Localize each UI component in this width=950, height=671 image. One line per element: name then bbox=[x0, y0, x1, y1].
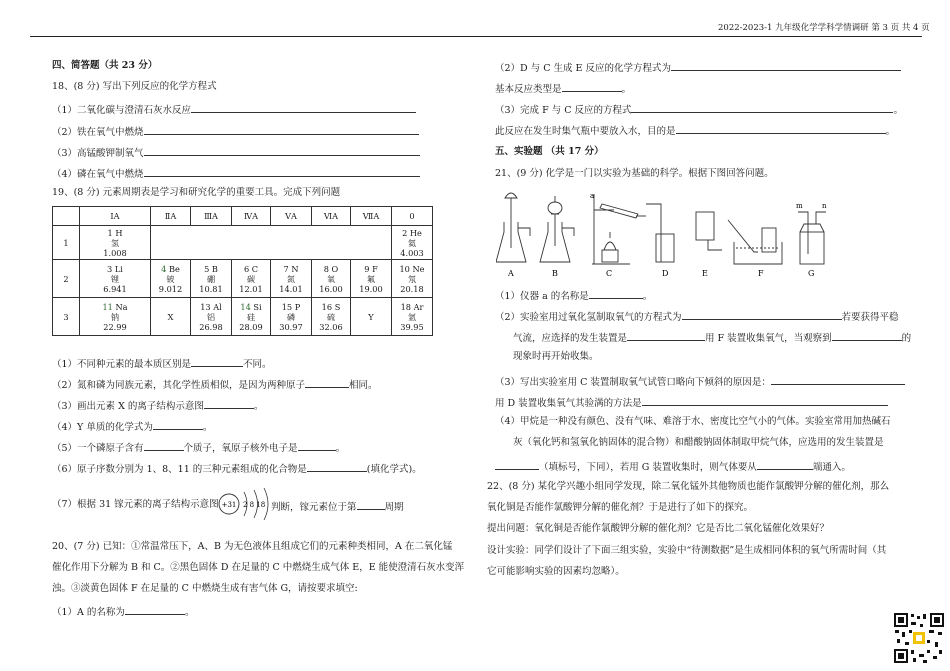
period-label: 1 bbox=[53, 226, 80, 260]
q22-line-5: 它可能影响实验的因素均忽略）。 bbox=[487, 566, 625, 577]
q21-item-3: （3）写出实验室用 C 装置制取氧气试管口略向下倾斜的原因是： bbox=[495, 374, 905, 389]
group-header: ⅥA bbox=[312, 207, 351, 226]
q21-item-1: （1）仪器 a 的名称是 。 bbox=[495, 288, 652, 303]
q20-item-2: （2）D 与 C 生成 E 反应的化学方程式为 bbox=[495, 60, 901, 75]
group-header: 0 bbox=[392, 207, 433, 226]
q19-title: 19、(8 分) 元素周期表是学习和研究化学的重要工具。完成下列问题 bbox=[52, 187, 341, 198]
q20-item-1: （1）A 的名称为 。 bbox=[52, 604, 194, 619]
q19-item-7a: （7）根据 31 镓元素的离子结构示意图 bbox=[52, 499, 219, 510]
port-n-label: n bbox=[822, 202, 827, 210]
q20-item-3: （3）完成 F 与 C 反应的方程式 。 bbox=[495, 102, 903, 117]
period-label: 2 bbox=[53, 260, 80, 298]
q21-item-4c: （填标号，下同），若用 G 装置收集时，则气体要从 端通入。 bbox=[495, 459, 851, 474]
q20-item-3-purpose: 此反应在发生时集气瓶中要放入水，目的是 。 bbox=[495, 123, 895, 138]
element-Na: 11 Na 钠 22.99 bbox=[80, 298, 151, 336]
answer-blank[interactable] bbox=[298, 440, 336, 451]
q22-line-2: 氧化铜是否能作氯酸钾分解的催化剂？于是进行了如下的探究。 bbox=[487, 502, 754, 513]
q20-line-2: 催化作用下分解为 B 和 C。②黑色固体 D 在足量的 C 中燃烧生成气体 E，E 能使澄清石灰水变浑 bbox=[52, 562, 465, 573]
q21-item-3-b: 用 D 装置收集氧气其验满的方法是 bbox=[495, 395, 888, 410]
element-H: 1 H 氢 1.008 bbox=[80, 226, 151, 260]
q19-item-3: （3）画出元素 X 的离子结构示意图 。 bbox=[52, 398, 263, 413]
header-rule bbox=[30, 36, 922, 37]
answer-blank[interactable] bbox=[757, 459, 813, 470]
q21-title: 21、(9 分) 化学是一门以实验为基础的科学。根据下图回答问题。 bbox=[495, 168, 774, 179]
answer-blank[interactable] bbox=[631, 102, 893, 113]
element-Si: 14 Si 硅 28.09 bbox=[232, 298, 271, 336]
answer-blank[interactable] bbox=[589, 288, 643, 299]
answer-blank[interactable] bbox=[204, 398, 254, 409]
element-Y: Y bbox=[351, 298, 392, 336]
answer-blank[interactable] bbox=[642, 395, 888, 406]
group-header: ⅢA bbox=[191, 207, 232, 226]
element-P: 15 P 磷 30.97 bbox=[271, 298, 312, 336]
q19-item-6: （6）原子序数分别为 1、8、11 的三种元素组成的化合物是 (填化学式)。 bbox=[52, 461, 422, 476]
q22-line-1: 22、(8 分) 某化学兴趣小组同学发现，除二氧化锰外其他物质也能作氯酸钾分解的催化剂，那么 bbox=[487, 481, 890, 492]
element-Al: 13 Al 铝 26.98 bbox=[191, 298, 232, 336]
q18-item-2: （2）铁在氧气中燃烧 bbox=[52, 124, 419, 139]
periodic-table bbox=[52, 206, 433, 336]
element-F: 9 F 氟 19.00 bbox=[351, 260, 392, 298]
q19-item-7b: 判断，镓元素位于第 周期 bbox=[271, 499, 404, 514]
q21-item-2: （2）实验室用过氧化氢制取氧气的方程式为 若要获得平稳 bbox=[495, 309, 899, 324]
q21-item-2-cont: 气流，应选择的发生装置是 用 F 装置收集氧气，当观察到 的 bbox=[513, 330, 911, 345]
q21-item-4b: 灰（氧化钙和氢氧化钠固体的混合物）和醋酸钠固体制取甲烷气体，应选用的发生装置是 bbox=[513, 437, 884, 448]
q18-title: 18、(8 分) 写出下列反应的化学方程式 bbox=[52, 81, 217, 92]
q19-item-2: （2）氮和磷为同族元素，其化学性质相似，是因为两种原子 相同。 bbox=[52, 377, 378, 392]
q21-item-2-end: 现象时再开始收集。 bbox=[513, 351, 599, 362]
apparatus-label-A: A bbox=[508, 269, 514, 278]
apparatus-label-D: D bbox=[662, 269, 669, 278]
answer-blank[interactable] bbox=[832, 330, 902, 341]
answer-blank[interactable] bbox=[562, 81, 622, 92]
apparatus-label-F: F bbox=[758, 269, 764, 278]
group-header: ⅣA bbox=[232, 207, 271, 226]
answer-blank[interactable] bbox=[144, 440, 184, 451]
answer-blank[interactable] bbox=[495, 459, 539, 470]
q18-item-3: （3）高锰酸钾制氧气 bbox=[52, 145, 420, 160]
apparatus-label-G: G bbox=[808, 269, 815, 278]
q19-item-5: （5）一个磷原子含有 个质子，氧原子核外电子是 。 bbox=[52, 440, 345, 455]
element-Li: 3 Li 锂 6.941 bbox=[80, 260, 151, 298]
element-O: 8 O 氧 16.00 bbox=[312, 260, 351, 298]
q22-line-3: 提出问题：氧化铜是否能作氯酸钾分解的催化剂？它是否比二氧化锰催化效果好？ bbox=[487, 523, 830, 534]
group-header: ⅡA bbox=[151, 207, 191, 226]
apparatus-label-B: B bbox=[552, 269, 558, 278]
q20-line-1: 20、(7 分) 已知：①常温常压下，A、B 为无色液体且组成它们的元素种类相同，A 在二氧化锰 bbox=[52, 541, 453, 552]
answer-blank[interactable] bbox=[771, 374, 905, 385]
group-header: ⅠA bbox=[80, 207, 151, 226]
group-header: ⅦA bbox=[351, 207, 392, 226]
corner-cell bbox=[53, 207, 80, 226]
answer-blank[interactable] bbox=[676, 123, 886, 134]
apparatus-label-C: C bbox=[606, 269, 613, 278]
nucleus-charge: +31 bbox=[221, 501, 237, 509]
q19-item-1: （1）不同种元素的最本质区别是 不同。 bbox=[52, 356, 272, 371]
empty-span bbox=[151, 226, 392, 260]
answer-blank[interactable] bbox=[125, 604, 185, 615]
lab-apparatus-figure bbox=[496, 190, 836, 282]
q18-item-1: （1）二氧化碳与澄清石灰水反应 bbox=[52, 102, 416, 117]
element-Be: 4 Be 铍 9.012 bbox=[151, 260, 191, 298]
q20-line-3: 浊。③淡黄色固体 F 在足量的 C 中燃烧生成有害气体 G，请按要求填空: bbox=[52, 583, 358, 594]
answer-blank[interactable] bbox=[671, 60, 901, 71]
electron-shells: 2 8 18 bbox=[243, 501, 266, 509]
q20-item-2-type: 基本反应类型是 。 bbox=[495, 81, 631, 96]
answer-blank[interactable] bbox=[191, 356, 243, 367]
q22-line-4: 设计实验：同学们设计了下面三组实验，实验中“待测数据”是生成相同体积的氧气所需时间（其 bbox=[487, 545, 887, 556]
answer-blank[interactable] bbox=[144, 124, 419, 135]
answer-blank[interactable] bbox=[357, 499, 385, 510]
instrument-a-label: a bbox=[590, 192, 595, 200]
answer-blank[interactable] bbox=[627, 330, 705, 341]
answer-blank[interactable] bbox=[153, 419, 203, 430]
section-4-title: 四、简答题（共 23 分） bbox=[52, 60, 158, 71]
q21-item-4a: （4）甲烷是一种没有颜色、没有气味、难溶于水、密度比空气小的气体。实验室常用加热碱石 bbox=[495, 416, 891, 427]
answer-blank[interactable] bbox=[307, 461, 367, 472]
answer-blank[interactable] bbox=[191, 102, 416, 113]
q18-item-4: （4）磷在氧气中燃烧 bbox=[52, 166, 420, 181]
answer-blank[interactable] bbox=[144, 166, 420, 177]
element-N: 7 N 氮 14.01 bbox=[271, 260, 312, 298]
apparatus-label-E: E bbox=[702, 269, 708, 278]
answer-blank[interactable] bbox=[144, 145, 420, 156]
period-label: 3 bbox=[53, 298, 80, 336]
answer-blank[interactable] bbox=[305, 377, 349, 388]
page-header: 2022-2023-1 九年级化学学科学情调研 第 3 页 共 4 页 bbox=[718, 23, 930, 33]
group-header: ⅤA bbox=[271, 207, 312, 226]
element-Ne: 10 Ne 氖 20.18 bbox=[392, 260, 433, 298]
element-He: 2 He 氦 4.003 bbox=[392, 226, 433, 260]
element-Ar: 18 Ar 氩 39.95 bbox=[392, 298, 433, 336]
element-B: 5 B 硼 10.81 bbox=[191, 260, 232, 298]
element-C: 6 C 碳 12.01 bbox=[232, 260, 271, 298]
section-5-title: 五、实验题 （共 17 分） bbox=[495, 146, 604, 157]
answer-blank[interactable] bbox=[682, 309, 842, 320]
port-m-label: m bbox=[796, 202, 803, 210]
element-X: X bbox=[151, 298, 191, 336]
element-S: 16 S 硫 32.06 bbox=[312, 298, 351, 336]
qr-code-image bbox=[893, 612, 945, 664]
q19-item-4: （4）Y 单质的化学式为 。 bbox=[52, 419, 212, 434]
